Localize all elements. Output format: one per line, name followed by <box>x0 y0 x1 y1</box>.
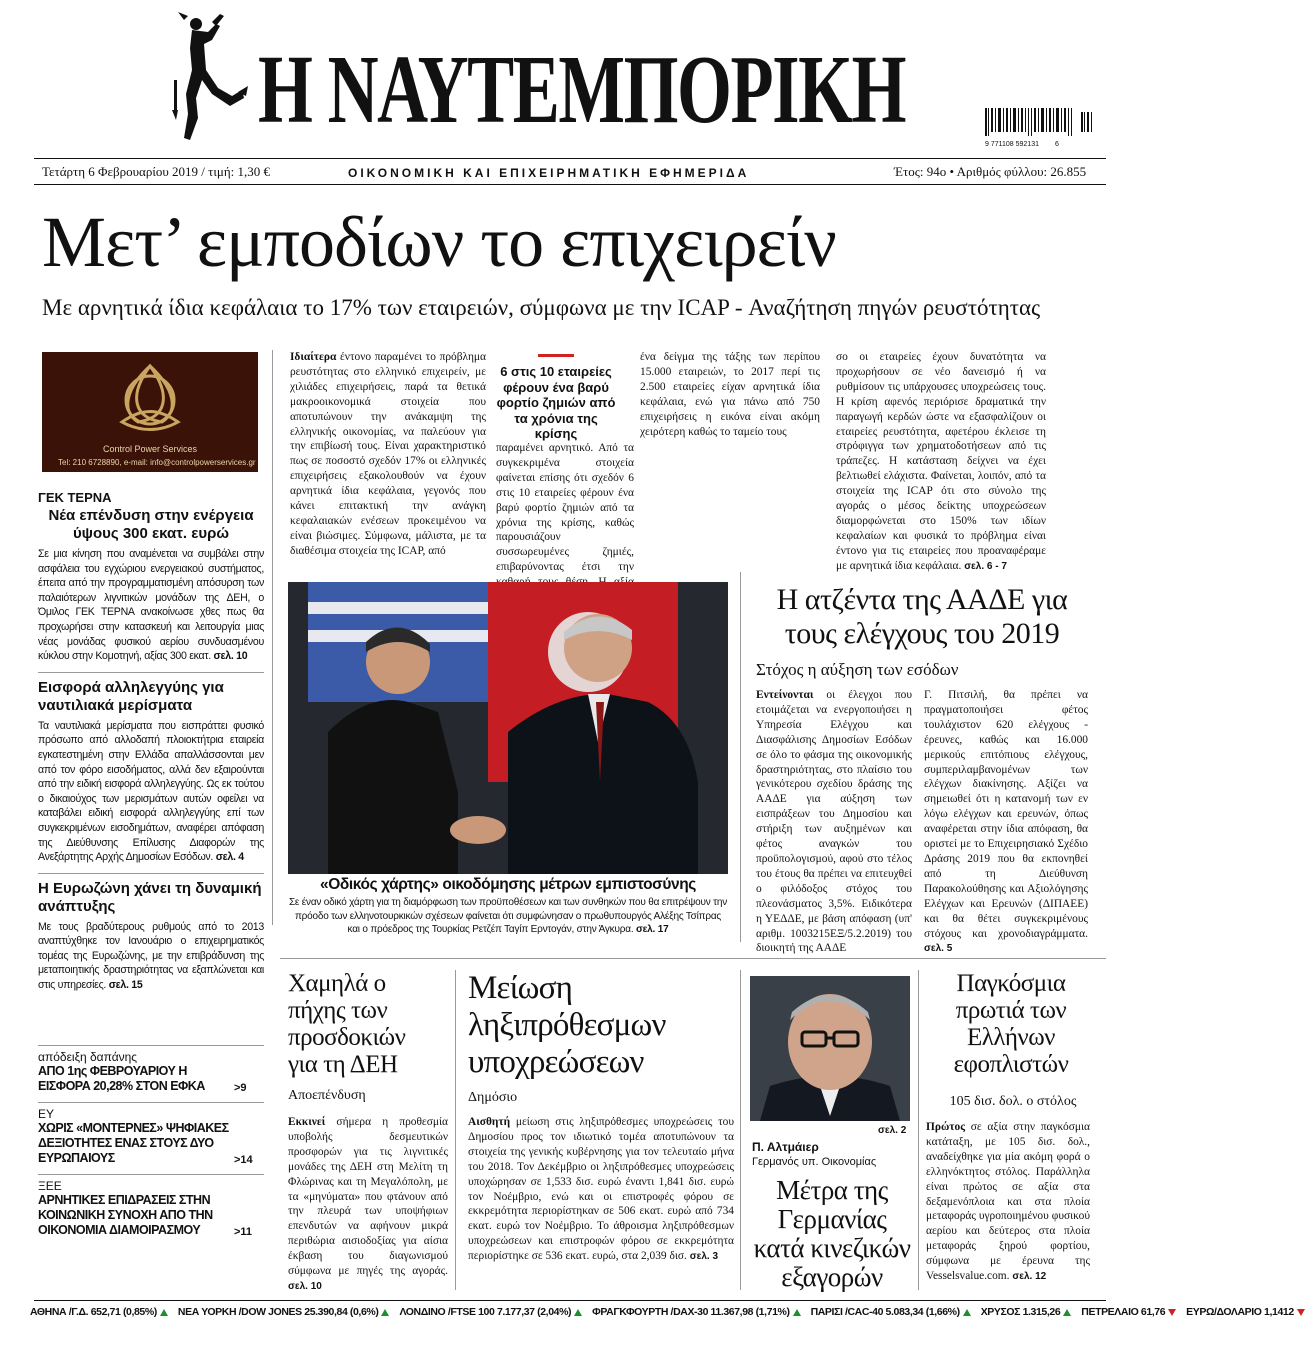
lead-headline: Μετ’ εμποδίων το επιχειρείν <box>42 202 836 282</box>
shipowners-lead: Πρώτος <box>926 1121 966 1133</box>
germany-headline: Μέτρα της Γερμανίας κατά κινεζικών εξαγορών <box>753 1175 911 1292</box>
lead-col-2: παραμένει αρνητικό. Από τα συγκεκριμένα στοιχεία φαίνεται επίσης ότι σχεδόν 6 στις 10 εταιρείες φέρουν ένα βαρύ φορτίο ζημιών από τα χρόνια της κρίσης, καθώς παρουσιάζουν συσσωρευμένες ζημιές, επιβαρύνοντας έτσι την <box>496 442 634 574</box>
sidebar-title-gek: Νέα επένδυση στην ενέργεια ύψους 300 εκατ. ευρώ <box>48 507 254 542</box>
aade-lead: Εντείνονται <box>756 689 814 701</box>
ticker-item: ΠΕΤΡΕΛΑΙΟ 61,76 <box>1081 1306 1166 1318</box>
aade-col-1-text: οι έλεγχοι που ετοιμάζεται να ενεργοποιήσει η Υπηρεσία Ελέγχου και Διασφάλισης Δημοσίων Εσόδων σε όλο το φάσμα της οικονομικής δραστηριότητας, στο πλαίσιο του γενικότερου σχεδίου δράσης της ΑΑΔΕ για αύξηση των εισπράξεων του Δημοσίου και στήριξη των αυξημένων και φέτος αναγκών του προϋπολογισμού, αφού στο τέλος του έτους θα πρέπει να επιτευχθεί ο φιλόδοξος στόχος του πλεονάσματος 3,5%. Ειδικότερα η ΥΕΔΔΕ, με βάση απόφαση (υπ' αριθμ. 1003215ΕΞ/5.2.2019) του διοικητή της ΑΑΔΕ <box>756 689 912 955</box>
brief-divider <box>38 1102 264 1103</box>
shipowners-ref: σελ. 12 <box>1012 1271 1047 1283</box>
dei-headline: Χαμηλά ο πήχης των προσδοκιών για τη ΔΕΗ <box>288 970 406 1078</box>
ticker-item: ΕΥΡΩ/ΔΟΛΑΡΙΟ 1,1412 <box>1186 1306 1294 1318</box>
down-arrow-icon <box>1168 1309 1176 1316</box>
lead-col-1 <box>290 350 486 559</box>
sidebar <box>38 490 264 993</box>
aade-ref: σελ. 5 <box>924 943 953 955</box>
sidebar-title-solidarity: Εισφορά αλληλεγγύης για ναυτιλιακά μερίσματα <box>38 678 224 714</box>
debt-lead: Αισθητή <box>468 1116 511 1128</box>
ticker-item: ΠΑΡΙΣΙ /CAC-40 5.083,34 (1,66%) <box>810 1306 960 1318</box>
masthead-title: Η ΝΑΥΤΕΜΠΟΡΙΚΗ <box>258 36 906 144</box>
issue-number: Έτος: 94ο • Αριθμός φύλλου: 26.855 <box>894 164 1087 179</box>
brief-kicker: ΞΕΕ <box>38 1179 62 1193</box>
ticker-item: ΦΡΑΓΚΦΟΥΡΤΗ /DAX-30 11.367,98 (1,71%) <box>592 1306 790 1318</box>
sidebar-body-gek <box>38 547 264 664</box>
section-divider <box>280 958 1106 959</box>
ticker-item: ΑΘΗΝΑ /Γ.Δ. 652,71 (0,85%) <box>30 1306 157 1318</box>
dei-kicker: Αποεπένδυση <box>288 1088 366 1103</box>
photo-story-caption <box>288 896 728 937</box>
ad-tel: Tel: 210 6728890, <box>58 458 122 467</box>
lead-subheadline: Με αρνητικά ίδια κεφάλαια το 17% των εταιρειών, σύμφωνα με την ICAP - Αναζήτηση πηγών ρευστότητας <box>42 295 1041 320</box>
altmaier-photo-ref: σελ. 2 <box>878 1125 907 1136</box>
lead-col-4-ref: σελ. 6 - 7 <box>964 560 1007 572</box>
masthead-rule-top <box>34 158 1106 159</box>
shipowners-headline: Παγκόσμια πρωτιά των Ελλήνων εφοπλιστών <box>953 970 1069 1078</box>
date-price: Τετάρτη 6 Φεβρουαρίου 2019 / τιμή: 1,30 € <box>42 164 270 179</box>
barcode-number: 9 771108 592131 <box>985 141 1039 148</box>
triquetra-icon <box>42 352 258 442</box>
sidebar-body-eurozone <box>38 920 264 993</box>
up-arrow-icon <box>1063 1309 1071 1316</box>
ad-email: e-mail: info@controlpowerservices.gr <box>123 458 256 467</box>
lead-col-1-text: έντονο παραμένει το πρόβλημα ρευστότητας στο ελληνικό επιχειρείν, με χιλιάδες επιχειρήσεις, παρά τα θετικά μακροοικονομικά στοιχεία που αποτυπώνουν την ανάκαμψη της ελληνικής οικονομίας, να παλεύουν για την επιβίωσή τους. Είναι χαρακτηριστικό πως σε ποσοστό σχεδόν 17% οι ελληνικές επιχειρήσεις εξακολουθούν να έχουν αρνητικά ίδια κεφάλαια, γεγονός που κάνει επιτακτική την ανάγκη κεφαλαιακών ενέσεων προκειμένου να είναι βιώσιμες. Σύμφωνα, μάλιστα, με τα διαθέσιμα στοιχεία της ICAP, από <box>290 351 486 557</box>
sidebar-title-eurozone: Η Ευρωζώνη χάνει τη δυναμική ανάπτυξης <box>38 879 262 915</box>
barcode <box>985 108 1095 148</box>
column-divider <box>740 572 741 942</box>
sidebar-ref-gek: σελ. 10 <box>213 650 248 663</box>
column-divider <box>272 350 273 925</box>
aade-headline: Η ατζέντα της ΑΑΔΕ για τους ελέγχους του 2019 <box>776 583 1068 650</box>
lead-col-1-lead: Ιδιαίτερα <box>290 351 337 363</box>
aade-col-2-text: Γ. Πιτσιλή, θα πρέπει να πραγματοποιήσει φέτος τουλάχιστον 620 ελέγχους - έρευνες, καθώς και 16.000 μερικούς επιτόπιους ελέγχους, συμπεριλαμβανομένων των ελέγχων διακίνησης. Αξίζει να σημειωθεί ότι η κατανομή των εν λόγω ελέγχων και ερευνών, όπως αναφέρεται στην ίδια απόφαση, θα οριστεί με το Επιχειρησιακό Σχέδιο Δράσης 2019 που θα εκπονηθεί από τη Διεύθυνση Παρακολούθησης και Αξιολόγησης Ελέγχων και Ερευνών (ΔΙΠΑΕΕ) και θα θέτει συγκεκριμένους στόχους και χρονοδιαγράμματα. <box>924 689 1088 940</box>
column-divider <box>455 970 456 1290</box>
pullquote-rule <box>538 354 574 357</box>
brief-title[interactable]: ΑΠΟ 1ης ΦΕΒΡΟΥΑΡΙΟΥ Η ΕΙΣΦΟΡΑ 20,28% ΣΤΟΝ ΕΦΚΑ <box>38 1064 205 1093</box>
dei-lead: Εκκινεί <box>288 1116 326 1128</box>
dei-ref: σελ. 10 <box>288 1280 322 1292</box>
sidebar-body-solidarity <box>38 719 264 865</box>
up-arrow-icon <box>574 1309 582 1316</box>
main-photo <box>288 582 728 874</box>
sidebar-body-solidarity-text: Τα ναυτιλιακά μερίσματα που εισπράττει φυσικό πρόσωπο από αλλοδαπή πλοιοκτήτρια εταιρεία εγκατεστημένη στην Ελλάδα απαλλάσσονται μεν από τον φόρο εισοδήματος, αλλά δεν εξαιρούνται από την ειδική εισφορά αλληλεγγύης. Ως εκ τούτου ο δικαιούχος των μερισμάτων αυτών οφείλει να καταβάλει ειδική εισφορά αλληλεγγύης επί των συγκεκριμένων εισοδημάτων, αναφέρει απόφαση της Διεύθυνσης Επίλυσης Διαφορών της Ανεξάρτητης Αρχής Δημοσίων Εσόδων. <box>38 719 264 864</box>
shipowners-kicker: 105 δισ. δολ. ο στόλος <box>949 1094 1077 1109</box>
sidebar-divider <box>38 672 264 673</box>
debt-ref: σελ. 3 <box>689 1251 719 1263</box>
lead-col-4-text: σο οι εταιρείες έχουν δυνατότητα να προχωρήσουν σε νέο δανεισμό ή να ρυθμίσουν τις υπάρχουσες υποχρεώσεις τους. Η κρίση αφενός περιόρισε δραματικά την παραγωγή κερδών ώστε να εξασφαλίζουν οι εταιρείες ρευστότητα, αφετέρου έκλεισε τη στρόφιγγα των χρηματοδοτήσεων από τις τράπεζες. Η κατάσταση δείχνει να έχει βελτιωθεί ελάχιστα. Φαίνεται, λοιπόν, από τα στοιχεία της ICAP ότι στο σύνολο της αγοράς ο μέσος δείκτης υποχρεώσεων διαμορφώνεται στο 150% των ιδίων κεφαλαίων και φυσικά το πρόβλημα είναι έντονο για τις εταιρείες που προαναφέραμε με αρνητικά ίδια κεφάλαια. <box>836 351 1046 572</box>
ticker-item: ΝΕΑ ΥΟΡΚΗ /DOW JONES 25.390,84 (0,6%) <box>177 1306 379 1318</box>
altmaier-photo <box>750 976 910 1121</box>
brief-ref[interactable]: >14 <box>234 1154 253 1166</box>
photo-story-headline: «Οδικός χάρτης» οικοδόμησης μέτρων εμπιστοσύνης <box>320 876 696 893</box>
column-divider <box>918 970 919 1290</box>
aade-col-1 <box>756 688 912 956</box>
aade-col-2 <box>924 688 1088 957</box>
up-arrow-icon <box>160 1309 168 1316</box>
down-arrow-icon <box>1297 1309 1305 1316</box>
up-arrow-icon <box>381 1309 389 1316</box>
up-arrow-icon <box>793 1309 801 1316</box>
debt-headline: Μείωση ληξιπρόθεσμων υποχρεώσεων <box>468 970 666 1080</box>
masthead-rule-bottom <box>34 184 1106 185</box>
ad-control-power[interactable] <box>42 352 258 472</box>
brief-title[interactable]: ΧΩΡΙΣ «ΜΟΝΤΕΡΝΕΣ» ΨΗΦΙΑΚΕΣ ΔΕΞΙΟΤΗΤΕΣ ΕΝΑΣ ΣΤΟΥΣ ΔΥΟ ΕΥΡΩΠΑΙΟΥΣ <box>38 1121 229 1165</box>
tagline: ΟΙΚΟΝΟΜΙΚΗ ΚΑΙ ΕΠΙΧΕΙΡΗΜΑΤΙΚΗ ΕΦΗΜΕΡΙΔΑ <box>348 166 750 180</box>
debt-kicker: Δημόσιο <box>468 1090 518 1105</box>
barcode-suffix: 6 <box>1054 141 1059 148</box>
up-arrow-icon <box>963 1309 971 1316</box>
shipowners-body <box>926 1120 1090 1285</box>
debt-body-text: μείωση στις ληξιπρόθεσμες υποχρεώσεις του Δημοσίου προς τον ιδιωτικό τομέα αποτυπώνουν τα στοιχεία της γενικής κυβέρνησης για τον τελευταίο μήνα του 2018. Τον Δεκέμβριο οι ληξιπρόθεσμες υποχρεώσεις υποχώρησαν σε 1,533 δισ. ευρώ έναντι 1,841 δισ. ευρώ τον Νοέμβριο, ενώ και οι επιστροφές φόρου σε εκκρεμότητα περιορίστηκαν σε 506 εκατ. ευρώ από 734 εκατ. ευρώ τον Νοέμβριο. Το άθροισμα ληξιπρόθεσμων υποχρεώσεων και επιστροφών φόρου σε εκκρεμότητα περιορίστηκε σε 536 εκατ. ευρώ, στα 2,039 δισ. <box>468 1116 734 1263</box>
briefs <box>38 1045 264 1238</box>
brief-ref[interactable]: >9 <box>234 1082 247 1094</box>
pullquote: 6 στις 10 εταιρείες φέρουν ένα βαρύ φορτίο ζημιών από τα χρόνια της κρίσης <box>496 364 616 441</box>
sidebar-ref-solidarity: σελ. 4 <box>215 851 244 864</box>
photo-story-ref: σελ. 17 <box>636 924 669 935</box>
brief-divider <box>38 1045 264 1046</box>
sidebar-kicker-gek: ΓΕΚ ΤΕΡΝΑ <box>38 490 112 505</box>
sidebar-body-gek-text: Σε μια κίνηση που αναμένεται να συμβάλει στην ασφάλεια του εγχώριου ενεργειακού συστήματος, έπειτα από την προγραμματισμένη απόσυρση των παλαιότερων λιγνιτικών μονάδων της ΔΕΗ, ο Όμιλος ΓΕΚ ΤΕΡΝΑ ανακοίνωσε χθες πως θα προχωρήσει στην κατασκευή και λειτουργία μιας νέας μονάδας φυσικού αερίου συνδυασμένου κύκλου στην Κομοτηνή, αξίας 300 εκατ. <box>38 548 264 663</box>
shipowners-body-text: σε αξία στην παγκόσμια κατάταξη, με 105 δισ. δολ., αναδείχθηκε για μία ακόμη φορά ο ελληνόκτητος στόλος. Παράλληλα είναι πρώτος σε αξία στα δεξαμενόπλοια και στα πλοία μεταφοράς υγροποιημένου φυσικού αερίου και δεύτερος στα πλοία μεταφοράς ξηρού φορτίου, σύμφωνα με έρευνα της Vesselsvalue.com. <box>926 1121 1090 1283</box>
ticker-item: ΧΡΥΣΟΣ 1.315,26 <box>980 1306 1061 1318</box>
photo-story-caption-text: Σε έναν οδικό χάρτη για τη διαμόρφωση των προϋποθέσεων και των συνθηκών που θα επιτρέψουν την πρόοδο των ελληνοτουρκικών σχέσεων φαίνεται ότι συμφώνησαν ο πρωθυπουργός Αλέξης Τσίπρας και ο πρόεδρος της Τουρκίας Ρετζέπ Ταγίπ Ερντογάν, στην Άγκυρα. <box>288 897 728 935</box>
brief-kicker: ΕΥ <box>38 1107 55 1121</box>
brief-title[interactable]: ΑΡΝΗΤΙΚΕΣ ΕΠΙΔΡΑΣΕΙΣ ΣΤΗΝ ΚΟΙΝΩΝΙΚΗ ΣΥΝΟΧΗ ΑΠΟ ΤΗΝ ΟΙΚΟΝΟΜΙΑ ΔΙΑΜΟΙΡΑΣΜΟΥ <box>38 1193 213 1237</box>
sidebar-body-eurozone-text: Με τους βραδύτερους ρυθμούς από το 2013 αναπτύχθηκε τον Ιανουάριο ο επιχειρηματικός τομέας της Ευρωζώνης, με την επιβράδυνση της μεταποιητικής δραστηριότητας να εξαπλώνεται και στις υπηρεσίες. <box>38 920 264 992</box>
hermes-logo <box>168 10 248 150</box>
brief-kicker: απόδειξη δαπάνης <box>38 1050 138 1064</box>
ticker-item: ΛΟΝΔΙΝΟ /FTSE 100 7.177,37 (2,04%) <box>399 1306 572 1318</box>
dei-body-text: σήμερα η προθεσμία υποβολής δεσμευτικών προσφορών για τις λιγνιτικές μονάδες της ΔΕΗ στη Μελίτη τη Φλώρινας και τη Μεγαλόπολη, με τα «μηνύματα» που φτάνουν από την πλευρά των υποψήφιων επενδυτών να αφήνουν μικρά περιθώρια αισιοδοξίας για αίσια έκβαση του διαγωνισμού σύμφωνα με πηγές της αγοράς. <box>288 1116 448 1278</box>
germany-role: Γερμανός υπ. Οικονομίας <box>752 1156 877 1168</box>
aade-subhead: Στόχος η αύξηση των εσόδων <box>756 660 959 679</box>
sidebar-divider <box>38 873 264 874</box>
ad-company: Control Power Services <box>102 444 198 454</box>
ticker-rule <box>34 1300 1106 1301</box>
brief-ref[interactable]: >11 <box>234 1226 253 1238</box>
column-divider <box>740 970 741 1290</box>
lead-col-3: ένα δείγμα της τάξης των περίπου 15.000 εταιρειών, το 2017 περί τις 2.500 εταιρείες είχαν αρνητικά ίδια κεφάλαια, ενώ για πάνω από 750 επιχειρήσεις η εικόνα είναι ακόμη χειρότερη καθώς το ταμείο τους <box>640 351 820 438</box>
dei-body <box>288 1115 448 1295</box>
debt-body <box>468 1115 734 1265</box>
lead-col-4 <box>836 350 1046 575</box>
germany-person: Π. Αλτμάιερ <box>752 1140 819 1154</box>
sidebar-ref-eurozone: σελ. 15 <box>108 979 143 992</box>
market-ticker <box>30 1306 1294 1326</box>
brief-divider <box>38 1174 264 1175</box>
